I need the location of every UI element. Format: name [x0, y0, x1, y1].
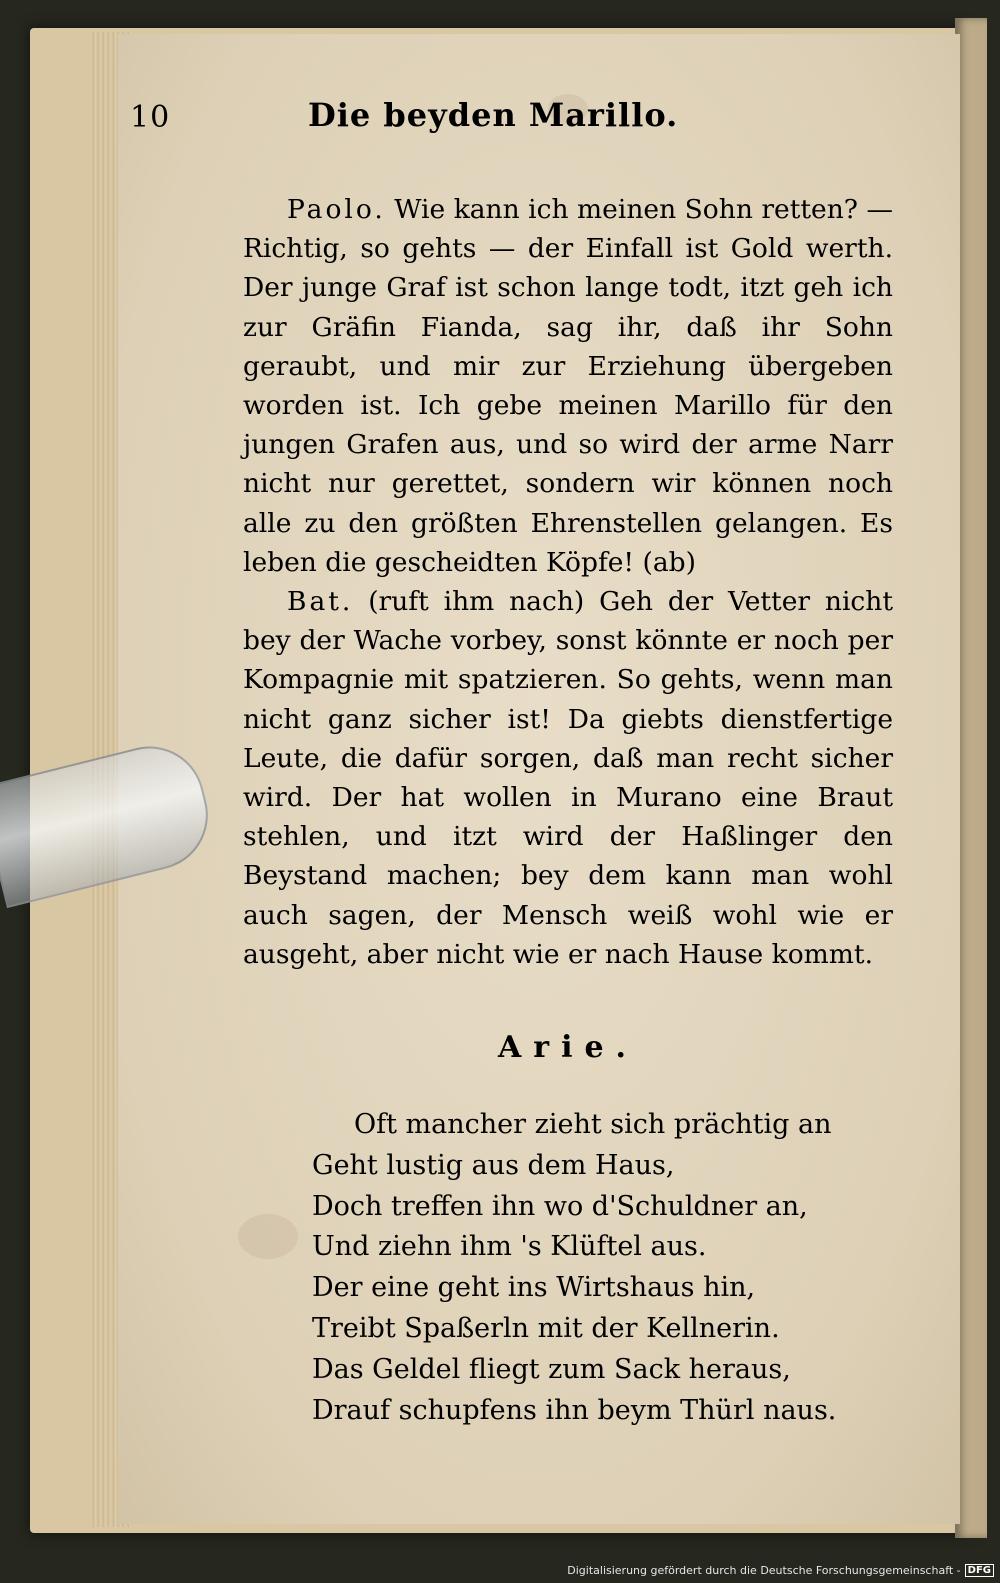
- verse-line: Und ziehn ihm 's Klüftel aus.: [312, 1231, 707, 1263]
- verse-line: Der eine geht ins Wirtshaus hin,: [312, 1272, 756, 1304]
- verse-line: Oft mancher zieht sich prächtig an: [354, 1109, 832, 1140]
- speaker-name: Bat.: [287, 586, 354, 618]
- verse-line: Das Geldel fliegt zum Sack heraus,: [312, 1353, 791, 1385]
- verse-line: Treibt Spaßerln mit der Kellnerin.: [312, 1312, 780, 1344]
- speaker-name: Paolo.: [287, 194, 386, 225]
- paper-stain: [238, 1214, 298, 1259]
- prose-block: [243, 190, 893, 974]
- credit-text: Digitalisierung gefördert durch die Deutsche Forschungsgemeinschaft -: [567, 1564, 961, 1577]
- running-head: [130, 92, 730, 142]
- verse-block: [312, 1105, 872, 1431]
- dfg-logo: DFG: [965, 1564, 994, 1577]
- verse-line: Geht lustig aus dem Haus,: [312, 1149, 675, 1181]
- verse-line: Drauf schupfens ihn beym Thürl naus.: [312, 1394, 837, 1426]
- running-title: Die beyden Marillo.: [308, 96, 679, 134]
- page-number: 10: [130, 100, 171, 135]
- digitization-credit: [567, 1564, 994, 1577]
- verse-line: Doch treffen ihn wo d'Schuldner an,: [312, 1190, 808, 1222]
- paragraph-paolo: [243, 190, 893, 582]
- paragraph-bat: [243, 582, 893, 974]
- speech-text: (ruft ihm nach) Geh der Vetter nicht bey der Wache vorbey, sonst könnte er noch per Kompagnie mit spatzieren. So gehts, wenn man nicht ganz sicher ist! Da giebts dienstfertige Leute, die dafür sorgen, daß man recht sicher wird. Der hat wollen in Murano eine Braut stehlen, und itzt wird der Haßlinger den Beystand machen; bey dem kann man wohl auch sagen, der Mensch weiß wohl wie er ausgeht, aber nicht wie er nach Hause kommt.: [243, 586, 893, 970]
- section-heading: Arie.: [497, 1030, 638, 1065]
- speech-text: Wie kann ich meinen Sohn retten? — Richtig, so gehts — der Einfall ist Gold werth. Der junge Graf ist schon lange todt, itzt geh ich zur Gräfin Fianda, sag ihr, daß ihr Sohn geraubt, und mir zur Erziehung übergeben worden ist. Ich gebe meinen Marillo für den jungen Grafen aus, und so wird der arme Narr nicht nur gerettet, sondern wir können noch alle zu den größten Ehrenstellen gelangen. Es leben die gescheidten Köpfe! (ab): [243, 194, 893, 578]
